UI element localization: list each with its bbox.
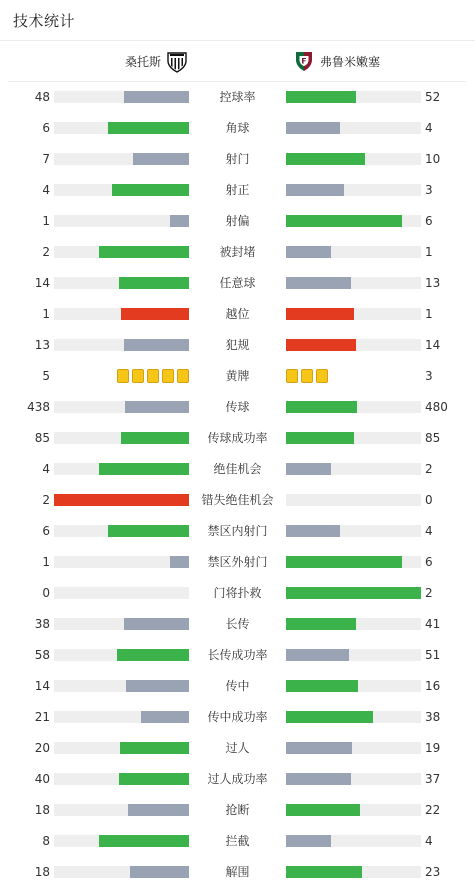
away-bar-fill bbox=[286, 649, 349, 661]
stat-label: 传球 bbox=[225, 400, 250, 414]
stat-label: 角球 bbox=[225, 121, 250, 135]
away-bar-track bbox=[286, 680, 421, 692]
home-bar-fill bbox=[133, 153, 189, 165]
home-value: 40 bbox=[34, 772, 50, 786]
stat-row bbox=[0, 671, 475, 702]
away-value: 0 bbox=[425, 493, 433, 507]
home-bar-fill bbox=[119, 277, 189, 289]
home-bar-fill bbox=[125, 401, 189, 413]
away-bar-fill bbox=[286, 339, 356, 351]
away-bar-fill bbox=[286, 835, 331, 847]
home-value: 5 bbox=[42, 369, 50, 383]
away-bar-fill bbox=[286, 215, 402, 227]
home-team[interactable] bbox=[125, 41, 189, 81]
away-bar-track bbox=[286, 711, 421, 723]
page-header bbox=[0, 0, 475, 41]
stat-label: 射正 bbox=[225, 183, 250, 197]
away-bar-track bbox=[286, 308, 421, 320]
stat-row bbox=[0, 144, 475, 175]
stat-row bbox=[0, 237, 475, 268]
home-bar-track bbox=[54, 215, 189, 227]
away-value: 85 bbox=[425, 431, 441, 445]
home-bar-track bbox=[54, 556, 189, 568]
home-bar-track bbox=[54, 122, 189, 134]
stat-row bbox=[0, 299, 475, 330]
away-value: 6 bbox=[425, 214, 433, 228]
home-value: 18 bbox=[34, 803, 50, 817]
away-value: 22 bbox=[425, 803, 441, 817]
away-bar-track bbox=[286, 184, 421, 196]
away-bar-track bbox=[286, 122, 421, 134]
teams-header bbox=[8, 41, 466, 82]
yellow-card-icon bbox=[177, 369, 189, 383]
away-bar-fill bbox=[286, 556, 402, 568]
away-value: 10 bbox=[425, 152, 441, 166]
stat-label: 解围 bbox=[225, 865, 250, 879]
home-value: 4 bbox=[42, 462, 50, 476]
home-bar-track bbox=[54, 680, 189, 692]
away-bar-track bbox=[286, 215, 421, 227]
home-bar-track bbox=[54, 618, 189, 630]
away-bar-track bbox=[286, 339, 421, 351]
away-bar-fill bbox=[286, 184, 344, 196]
away-value: 14 bbox=[425, 338, 441, 352]
away-value: 41 bbox=[425, 617, 441, 631]
home-value: 18 bbox=[34, 865, 50, 879]
away-bar-fill bbox=[286, 91, 356, 103]
stat-label: 拦截 bbox=[225, 834, 250, 848]
away-bar-fill bbox=[286, 153, 365, 165]
home-bar-fill bbox=[128, 804, 189, 816]
home-bar-fill bbox=[99, 246, 189, 258]
away-bar-track bbox=[286, 618, 421, 630]
stat-label: 黄牌 bbox=[225, 369, 250, 383]
away-value: 480 bbox=[425, 400, 448, 414]
home-value: 6 bbox=[42, 121, 50, 135]
stat-row bbox=[0, 268, 475, 299]
home-team-name: 桑托斯 bbox=[124, 54, 161, 69]
away-value: 23 bbox=[425, 865, 441, 879]
stat-row bbox=[0, 640, 475, 671]
home-bar-fill bbox=[99, 835, 189, 847]
home-value: 38 bbox=[34, 617, 50, 631]
away-bar-fill bbox=[286, 432, 354, 444]
away-bar-track bbox=[286, 432, 421, 444]
stat-row bbox=[0, 578, 475, 609]
away-value: 13 bbox=[425, 276, 441, 290]
stat-label: 错失绝佳机会 bbox=[201, 493, 274, 507]
away-bar-fill bbox=[286, 463, 331, 475]
home-bar-track bbox=[54, 649, 189, 661]
home-bar-fill bbox=[170, 556, 189, 568]
stat-row bbox=[0, 516, 475, 547]
home-value: 2 bbox=[42, 493, 50, 507]
stat-row bbox=[0, 795, 475, 826]
stat-row bbox=[0, 826, 475, 857]
stat-row bbox=[0, 361, 475, 392]
away-team[interactable] bbox=[292, 41, 380, 81]
home-value: 1 bbox=[42, 307, 50, 321]
away-bar-track bbox=[286, 463, 421, 475]
stat-row bbox=[0, 857, 475, 888]
home-bar-fill bbox=[126, 680, 189, 692]
away-bar-fill bbox=[286, 246, 331, 258]
home-bar-track bbox=[54, 339, 189, 351]
home-bar-fill bbox=[124, 618, 189, 630]
stat-row bbox=[0, 547, 475, 578]
away-bar-track bbox=[286, 525, 421, 537]
home-value: 58 bbox=[34, 648, 50, 662]
stat-label: 射偏 bbox=[225, 214, 250, 228]
away-bar-fill bbox=[286, 804, 360, 816]
home-value: 6 bbox=[42, 524, 50, 538]
stat-label: 过人成功率 bbox=[207, 772, 268, 786]
home-value: 21 bbox=[34, 710, 50, 724]
stat-label: 过人 bbox=[225, 741, 250, 755]
away-team-name: 弗鲁米嫩塞 bbox=[320, 54, 381, 69]
stat-label: 抢断 bbox=[225, 803, 250, 817]
stat-label: 绝佳机会 bbox=[213, 462, 262, 476]
home-value: 1 bbox=[42, 214, 50, 228]
home-value: 438 bbox=[27, 400, 50, 414]
away-bar-fill bbox=[286, 742, 352, 754]
away-value: 38 bbox=[425, 710, 441, 724]
home-value: 1 bbox=[42, 555, 50, 569]
away-bar-track bbox=[286, 246, 421, 258]
away-bar-fill bbox=[286, 525, 340, 537]
home-value: 7 bbox=[42, 152, 50, 166]
home-bar-track bbox=[54, 494, 189, 506]
away-bar-fill bbox=[286, 401, 357, 413]
stat-label: 长传成功率 bbox=[207, 648, 268, 662]
fluminense-badge-icon bbox=[292, 49, 316, 73]
away-bar-fill bbox=[286, 618, 356, 630]
away-value: 1 bbox=[425, 245, 433, 259]
stat-row bbox=[0, 206, 475, 237]
away-value: 16 bbox=[425, 679, 441, 693]
home-bar-track bbox=[54, 804, 189, 816]
home-bar-fill bbox=[99, 463, 189, 475]
yellow-card-icon bbox=[162, 369, 174, 383]
away-bar-track bbox=[286, 401, 421, 413]
home-bar-track bbox=[54, 153, 189, 165]
away-bar-track bbox=[286, 866, 421, 878]
home-bar-fill bbox=[120, 742, 189, 754]
home-bar-fill bbox=[112, 184, 189, 196]
away-value: 3 bbox=[425, 369, 433, 383]
stat-row bbox=[0, 113, 475, 144]
yellow-card-icon bbox=[117, 369, 129, 383]
stat-row bbox=[0, 764, 475, 795]
away-bar-track bbox=[286, 773, 421, 785]
stat-label: 控球率 bbox=[219, 90, 256, 104]
away-bar-fill bbox=[286, 711, 373, 723]
home-value: 2 bbox=[42, 245, 50, 259]
stats-list bbox=[0, 82, 475, 888]
home-bar-fill bbox=[121, 432, 189, 444]
home-bar-track bbox=[54, 463, 189, 475]
away-bar-track bbox=[286, 494, 421, 506]
home-bar-track bbox=[54, 835, 189, 847]
home-yellow-cards bbox=[117, 369, 189, 383]
stat-row bbox=[0, 423, 475, 454]
home-bar-fill bbox=[124, 339, 189, 351]
away-bar-fill bbox=[286, 122, 340, 134]
home-bar-track bbox=[54, 308, 189, 320]
home-value: 8 bbox=[42, 834, 50, 848]
away-bar-fill bbox=[286, 866, 362, 878]
home-value: 48 bbox=[34, 90, 50, 104]
stat-label: 禁区外射门 bbox=[207, 555, 268, 569]
away-bar-fill bbox=[286, 587, 421, 599]
home-value: 20 bbox=[34, 741, 50, 755]
stat-label: 任意球 bbox=[219, 276, 256, 290]
stat-label: 射门 bbox=[225, 152, 250, 166]
home-bar-fill bbox=[108, 525, 189, 537]
away-bar-fill bbox=[286, 773, 351, 785]
away-bar-fill bbox=[286, 308, 354, 320]
home-value: 4 bbox=[42, 183, 50, 197]
stat-row bbox=[0, 175, 475, 206]
home-bar-track bbox=[54, 401, 189, 413]
away-value: 3 bbox=[425, 183, 433, 197]
stat-row bbox=[0, 609, 475, 640]
stat-label: 传中 bbox=[225, 679, 250, 693]
home-bar-track bbox=[54, 432, 189, 444]
stat-label: 长传 bbox=[225, 617, 250, 631]
away-value: 2 bbox=[425, 586, 433, 600]
stat-row bbox=[0, 485, 475, 516]
yellow-card-icon bbox=[286, 369, 298, 383]
away-value: 51 bbox=[425, 648, 441, 662]
home-value: 13 bbox=[34, 338, 50, 352]
home-bar-fill bbox=[170, 215, 189, 227]
page-title: 技术统计 bbox=[13, 12, 76, 30]
home-bar-track bbox=[54, 184, 189, 196]
away-bar-fill bbox=[286, 277, 351, 289]
home-value: 14 bbox=[34, 679, 50, 693]
home-bar-track bbox=[54, 525, 189, 537]
home-value: 0 bbox=[42, 586, 50, 600]
away-bar-track bbox=[286, 153, 421, 165]
home-bar-track bbox=[54, 587, 189, 599]
stat-row bbox=[0, 392, 475, 423]
away-bar-track bbox=[286, 742, 421, 754]
stat-row bbox=[0, 454, 475, 485]
home-bar-fill bbox=[130, 866, 189, 878]
home-bar-fill bbox=[141, 711, 189, 723]
away-value: 2 bbox=[425, 462, 433, 476]
stat-row bbox=[0, 330, 475, 361]
home-bar-fill bbox=[121, 308, 189, 320]
home-bar-fill bbox=[117, 649, 189, 661]
home-bar-track bbox=[54, 742, 189, 754]
home-bar-fill bbox=[108, 122, 189, 134]
stat-label: 被封堵 bbox=[219, 245, 256, 259]
away-bar-track bbox=[286, 835, 421, 847]
away-value: 4 bbox=[425, 121, 433, 135]
away-bar-track bbox=[286, 91, 421, 103]
home-bar-track bbox=[54, 246, 189, 258]
yellow-card-icon bbox=[132, 369, 144, 383]
away-value: 37 bbox=[425, 772, 441, 786]
away-bar-track bbox=[286, 277, 421, 289]
away-value: 4 bbox=[425, 834, 433, 848]
home-value: 85 bbox=[34, 431, 50, 445]
yellow-card-icon bbox=[147, 369, 159, 383]
home-bar-track bbox=[54, 277, 189, 289]
stat-label: 越位 bbox=[225, 307, 250, 321]
away-value: 19 bbox=[425, 741, 441, 755]
away-bar-fill bbox=[286, 680, 358, 692]
stat-label: 犯规 bbox=[225, 338, 250, 352]
away-value: 6 bbox=[425, 555, 433, 569]
home-bar-track bbox=[54, 91, 189, 103]
away-value: 52 bbox=[425, 90, 441, 104]
stat-label: 禁区内射门 bbox=[207, 524, 268, 538]
away-bar-track bbox=[286, 556, 421, 568]
stat-label: 传球成功率 bbox=[207, 431, 268, 445]
away-bar-track bbox=[286, 804, 421, 816]
home-bar-track bbox=[54, 773, 189, 785]
home-bar-fill bbox=[54, 494, 189, 506]
away-value: 1 bbox=[425, 307, 433, 321]
home-bar-track bbox=[54, 711, 189, 723]
yellow-card-icon bbox=[301, 369, 313, 383]
away-value: 4 bbox=[425, 524, 433, 538]
home-bar-fill bbox=[124, 91, 189, 103]
yellow-card-icon bbox=[316, 369, 328, 383]
stat-label: 门将扑救 bbox=[213, 586, 262, 600]
stat-label: 传中成功率 bbox=[207, 710, 268, 724]
away-yellow-cards bbox=[286, 369, 328, 383]
away-bar-track bbox=[286, 587, 421, 599]
home-value: 14 bbox=[34, 276, 50, 290]
home-bar-track bbox=[54, 866, 189, 878]
stat-row bbox=[0, 702, 475, 733]
stat-row bbox=[0, 82, 475, 113]
stat-row bbox=[0, 733, 475, 764]
home-bar-fill bbox=[119, 773, 189, 785]
away-bar-track bbox=[286, 649, 421, 661]
santos-badge-icon bbox=[165, 49, 189, 73]
